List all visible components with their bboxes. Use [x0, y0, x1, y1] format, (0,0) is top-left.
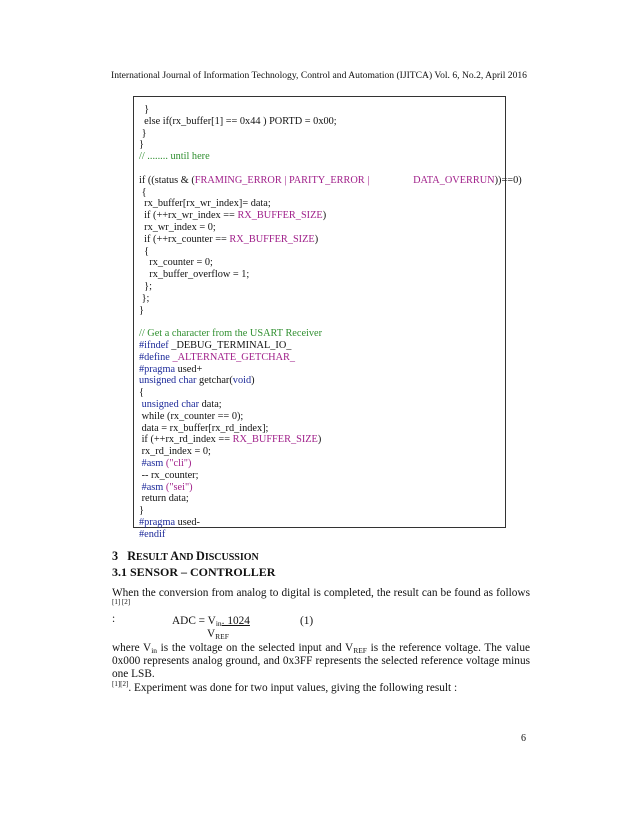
code-line — [139, 222, 505, 234]
code-token: ) — [314, 233, 319, 245]
section-title — [112, 549, 259, 564]
code-line — [139, 517, 505, 529]
code-token: }; — [139, 292, 150, 304]
section-title-letter: D — [196, 549, 205, 563]
code-token: if (++rx_wr_index == — [139, 210, 238, 222]
code-line — [139, 305, 505, 317]
paragraph-text: . Experiment was done for two input values, giving the following result : — [128, 681, 458, 694]
section-title-part: ESULT — [136, 552, 171, 563]
code-token: ) — [317, 434, 322, 446]
code-token: if (++rx_rd_index == — [139, 434, 233, 446]
paragraph-text: When the conversion from analog to digital is completed, the result can be found as follows — [112, 587, 530, 599]
paragraph-text: is the voltage on the selected input and V — [157, 642, 354, 654]
code-token: }; — [139, 280, 152, 292]
code-line — [139, 116, 505, 128]
code-line — [139, 387, 505, 399]
code-token: } — [139, 139, 144, 151]
code-line — [139, 104, 505, 116]
code-line — [139, 316, 505, 328]
equation-numerator — [172, 615, 250, 627]
code-token: ))==0) — [494, 174, 522, 186]
code-token: #pragma — [139, 516, 176, 528]
code-token: void — [232, 375, 252, 387]
code-line — [139, 210, 505, 222]
subscript: REF — [353, 646, 367, 655]
code-token: _ALTERNATE_GETCHAR_ — [172, 351, 296, 363]
code-token: #asm — [139, 457, 164, 469]
code-token: // ........ until here — [139, 151, 210, 163]
code-token: // Get a character from the USART Receiver — [139, 328, 323, 340]
section-number: 3 — [112, 549, 119, 563]
code-token: else if(rx_buffer[1] == 0x44 ) PORTD = 0x00; — [139, 115, 337, 127]
code-token: ) — [322, 210, 327, 222]
equation-subscript: REF — [215, 632, 229, 641]
code-line — [139, 399, 505, 411]
code-token: ("cli") — [163, 457, 192, 469]
code-line — [139, 505, 505, 517]
code-line — [139, 139, 505, 151]
paragraph-explanation — [112, 642, 530, 695]
citation: [1] [2] — [112, 598, 131, 607]
code-token: RX_BUFFER_SIZE — [232, 434, 318, 446]
code-line — [139, 246, 505, 258]
code-token: } — [139, 304, 144, 316]
code-token: unsigned char — [141, 398, 200, 410]
citation: [1][2] — [112, 679, 129, 688]
code-line — [139, 257, 505, 269]
code-line — [139, 269, 505, 281]
code-token: DATA_OVERRUN — [413, 174, 495, 186]
page-number: 6 — [521, 733, 526, 744]
code-token: rx_rd_index = 0; — [139, 446, 211, 458]
code-token — [369, 175, 413, 186]
code-token: FRAMING_ERROR | PARITY_ERROR | — [194, 174, 370, 186]
code-token: while (rx_counter == 0); — [139, 410, 244, 422]
code-token: ) — [251, 375, 255, 387]
code-line — [139, 434, 505, 446]
code-token: rx_buffer[rx_wr_index]= data; — [139, 198, 271, 210]
code-line — [139, 411, 505, 423]
code-line — [139, 470, 505, 482]
code-token: return data; — [139, 493, 189, 505]
code-token: used+ — [175, 363, 203, 375]
subscript: in — [151, 646, 158, 655]
paragraph-text: : — [112, 613, 116, 626]
code-token: } — [139, 104, 150, 115]
code-token: rx_counter = 0; — [139, 257, 213, 269]
section-title-letter: A — [170, 549, 180, 563]
code-line — [139, 151, 505, 163]
code-line — [139, 364, 505, 376]
code-token: RX_BUFFER_SIZE — [229, 233, 315, 245]
section-title-letter: R — [127, 549, 137, 563]
paragraph-text: is the reference voltage. The value 0x000 represents analog ground, and 0x3FF represents the selected reference voltage minus one LSB. — [112, 642, 530, 681]
code-line — [139, 482, 505, 494]
code-token: data; — [199, 398, 222, 410]
code-line — [139, 281, 505, 293]
code-token: unsigned char — [139, 375, 197, 387]
code-line — [139, 529, 505, 541]
code-token: RX_BUFFER_SIZE — [237, 210, 323, 222]
code-line — [139, 493, 505, 505]
code-line — [139, 458, 505, 470]
section-title-part: ND — [179, 552, 197, 563]
equation-denominator — [207, 628, 229, 640]
code-token: if (++rx_counter == — [139, 233, 230, 245]
code-line — [139, 198, 505, 210]
code-token: _DEBUG_TERMINAL_IO_ — [168, 339, 292, 351]
code-line — [139, 352, 505, 364]
equation-text: . 1024 — [221, 615, 250, 627]
code-token: } — [139, 127, 147, 139]
section-title-part: ISCUSSION — [204, 552, 259, 563]
code-token: #define — [139, 351, 170, 363]
code-listing-box — [133, 96, 522, 540]
code-token: rx_buffer_overflow = 1; — [139, 269, 250, 281]
code-token: { — [139, 245, 150, 257]
code-token: #asm — [139, 481, 164, 493]
code-line — [139, 328, 505, 340]
code-token: data = rx_buffer[rx_rd_index]; — [139, 422, 269, 434]
code-line — [139, 163, 505, 175]
subsection-title: 3.1 SENSOR – CONTROLLER — [112, 565, 276, 579]
paragraph-text: where V — [112, 642, 152, 654]
code-line — [139, 187, 505, 199]
code-line — [139, 340, 505, 352]
code-token: { — [139, 387, 144, 399]
code-token: { — [139, 186, 147, 198]
code-token: #endif — [139, 528, 166, 540]
code-line — [139, 293, 505, 305]
code-line — [139, 446, 505, 458]
code-listing — [139, 104, 522, 540]
code-line — [139, 174, 522, 187]
journal-header: International Journal of Information Technology, Control and Automation (IJITCA) Vol. 6, No.2, April 2016 — [111, 70, 527, 81]
code-token: #ifndef — [139, 339, 169, 351]
code-token: if ((status & ( — [139, 174, 195, 186]
code-line — [139, 128, 505, 140]
equation-text: V — [207, 628, 216, 640]
code-token: rx_wr_index = 0; — [139, 221, 216, 233]
code-token: } — [139, 505, 144, 517]
equation-text: ADC = V — [172, 615, 216, 627]
code-token: getchar( — [196, 375, 233, 387]
code-line — [139, 423, 505, 435]
code-token: #pragma — [139, 363, 176, 375]
equation-number: (1) — [300, 615, 314, 627]
equation-subscript: in — [215, 619, 222, 628]
code-line — [139, 375, 505, 387]
code-token: ("sei") — [163, 481, 193, 493]
code-token: used- — [175, 516, 200, 528]
code-line — [139, 234, 505, 246]
code-token: -- rx_counter; — [139, 469, 199, 481]
